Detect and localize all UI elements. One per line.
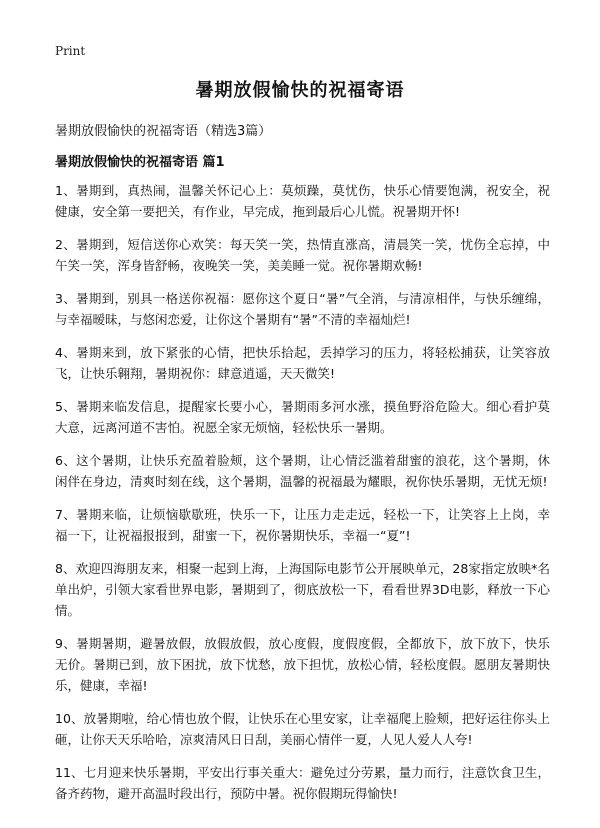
- blessing-item-5: 5、暑期来临发信息，提醒家长要小心，暑期雨多河水涨，摸鱼野浴危险大。细心看护莫大意，远离河道不害怕。祝愿全家无烦恼，轻松快乐一暑期。: [55, 399, 550, 435]
- section-heading: 暑期放假愉快的祝福寄语 篇1: [55, 155, 225, 170]
- blessing-item-9: 9、暑期暑期，避暑放假，放假放假，放心度假，度假度假，全都放下，放下放下，快乐无价。暑期已到，放下困扰，放下忧愁，放下担忧，放松心情，轻松度假。愿朋友暑期快乐，健康，幸福!: [55, 636, 550, 693]
- blessing-item-1: 1、暑期到，真热闹，温馨关怀记心上：莫烦躁，莫忧伤，快乐心情要饱满，祝安全，祝健康，安全第一要把关，有作业，早完成，拖到最后心儿慌。祝暑期开怀!: [55, 183, 550, 219]
- page-title: 暑期放假愉快的祝福寄语: [195, 80, 405, 101]
- blessing-item-3: 3、暑期到，别具一格送你祝福：愿你这个夏日“暑”气全消，与清凉相伴，与快乐缠绵，与幸福暧昧，与悠闲恋爱，让你这个暑期有“暑”不清的幸福灿烂!: [55, 291, 550, 327]
- blessing-item-6: 6、这个暑期，让快乐充盈着脸颊，这个暑期，让心情泛滥着甜蜜的浪花，这个暑期，休闲伴在身边，清爽时刻在线，这个暑期，温馨的祝福最为耀眼，祝你快乐暑期，无忧无烦!: [55, 453, 550, 489]
- blessing-item-11: 11、七月迎来快乐暑期，平安出行事关重大：避免过分劳累，量力而行，注意饮食卫生，备齐药物，避开高温时段出行，预防中暑。祝你假期玩得愉快!: [55, 765, 550, 801]
- blessing-item-2: 2、暑期到，短信送你心欢笑：每天笑一笑，热情直涨高，清晨笑一笑，忧伤全忘掉，中午笑一笑，浑身皆舒畅，夜晚笑一笑，美美睡一觉。祝你暑期欢畅!: [55, 237, 550, 273]
- blessing-item-8: 8、欢迎四海朋友来，相聚一起到上海，上海国际电影节公开展映单元，28家指定放映*名单出炉，引领大家看世界电影，暑期到了，彻底放松一下，看看世界3D电影，释放一下心情。: [55, 561, 550, 618]
- blessing-item-10: 10、放暑期啦，给心情也放个假，让快乐在心里安家，让幸福爬上脸颊，把好运往你头上砸，让你天天乐哈哈，凉爽清风日日刮，美丽心情伴一夏，人见人爱人人夸!: [55, 711, 550, 747]
- blessing-item-4: 4、暑期来到，放下紧张的心情，把快乐拾起，丢掉学习的压力，将轻松捕获，让笑容放飞，让快乐翱翔，暑期祝你：肆意逍遥，天天微笑!: [55, 345, 550, 381]
- blessing-item-7: 7、暑期来临，让烦恼歇歇班，快乐一下，让压力走走远，轻松一下，让笑容上上岗，幸福一下，让祝福报报到，甜蜜一下，祝你暑期快乐，幸福一“夏”!: [55, 507, 550, 543]
- blessing-list: [55, 180, 550, 816]
- print-label[interactable]: Print: [55, 44, 86, 58]
- page-subtitle: 暑期放假愉快的祝福寄语（精选3篇）: [55, 124, 272, 139]
